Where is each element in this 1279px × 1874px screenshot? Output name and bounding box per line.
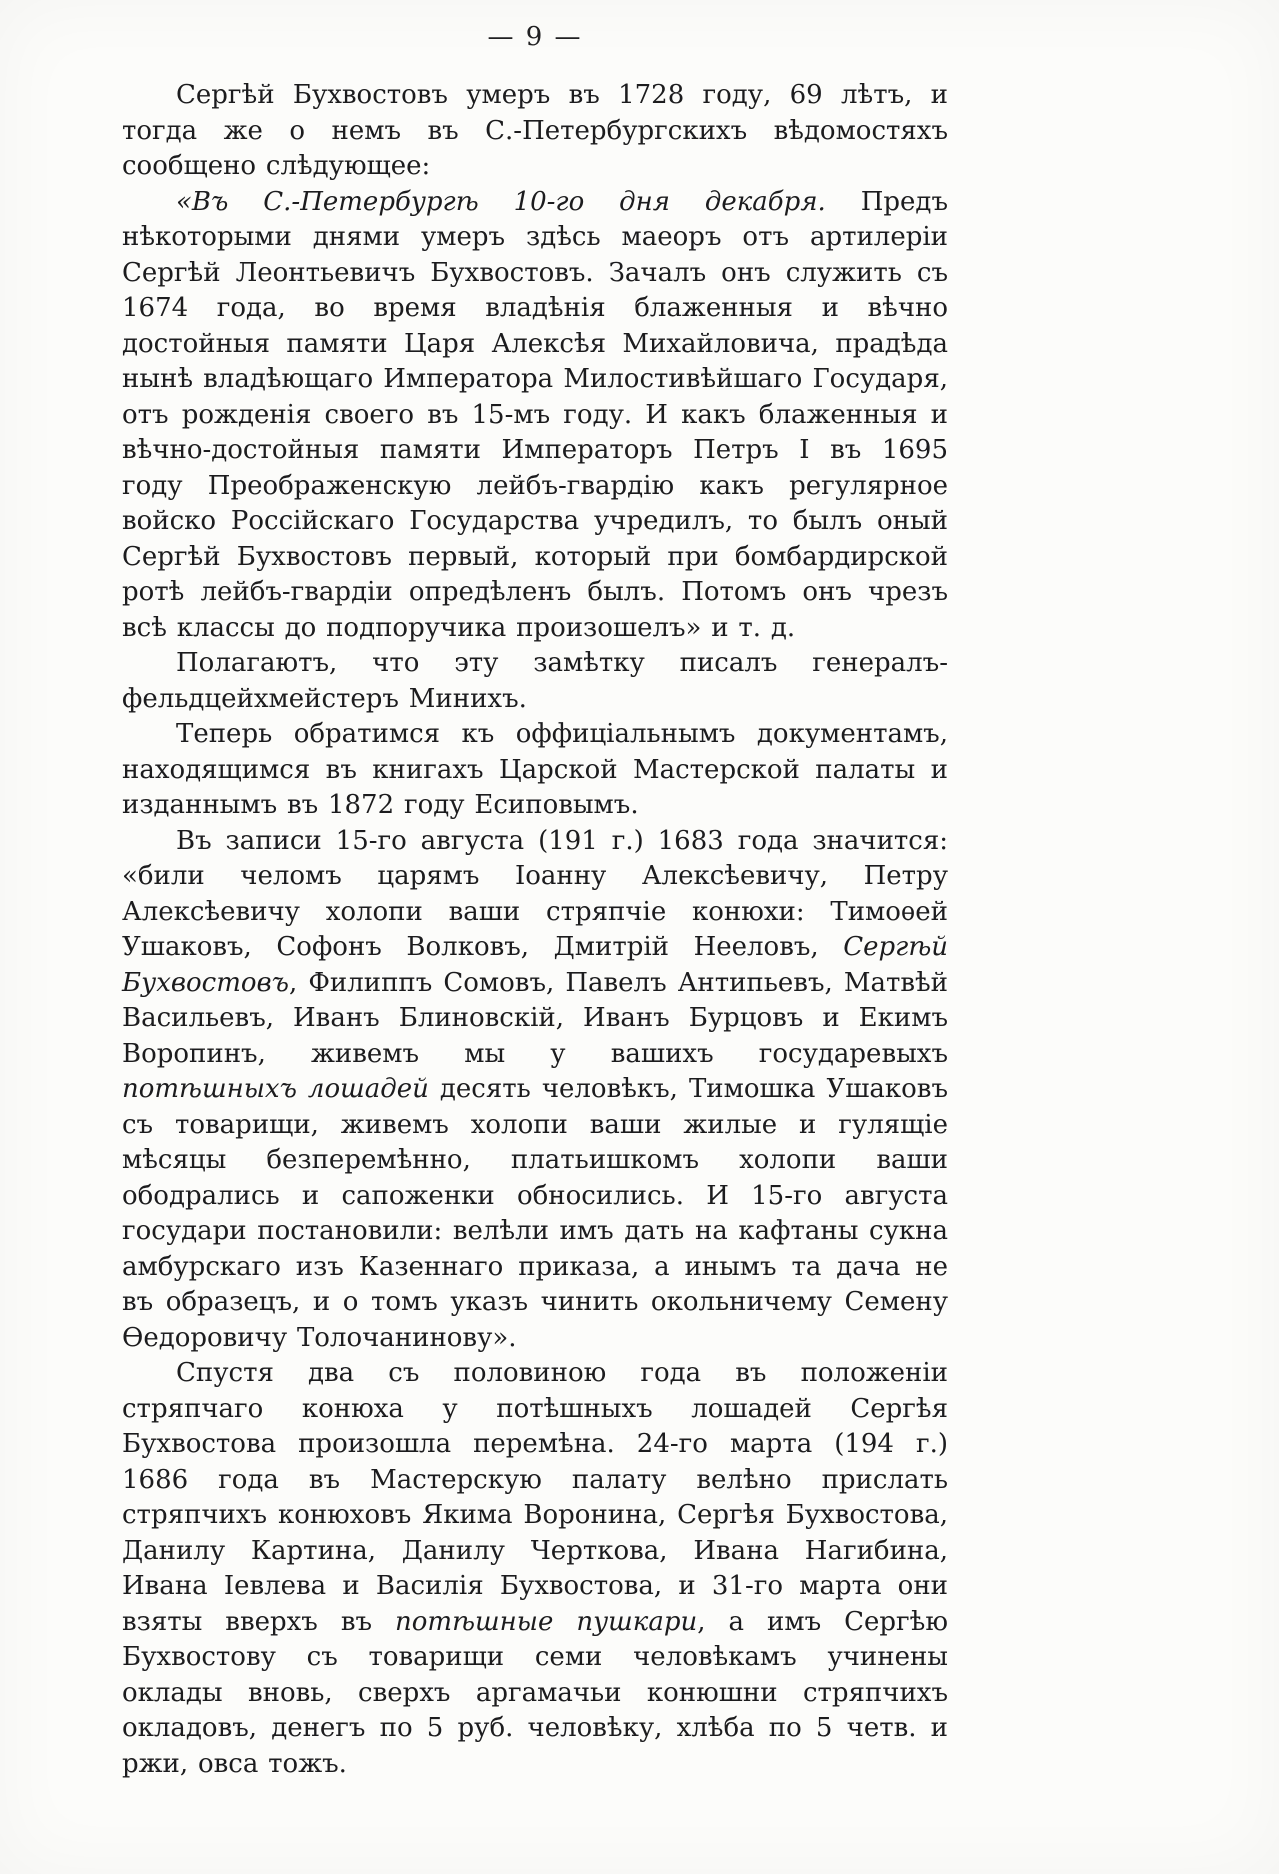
text-segment: , а имъ Сергѣю Бухвостову съ товарищи семи человѣкамъ учинены оклады вновь, сверхъ аргамачьи конюшни стряпчихъ окладовъ, денегъ по 5 руб. человѣку, хлѣба по 5 четв. и ржи, овса тожъ. [122,1606,948,1779]
paragraph [122,185,948,647]
paragraph [122,1356,948,1782]
text-segment: , Филиппъ Сомовъ, Павелъ Антипьевъ, Матвѣй Васильевъ, Иванъ Блиновскій, Иванъ Бурцовъ и Екимъ Воропинъ, живемъ мы у вашихъ государевыхъ [122,967,948,1069]
text-segment: Спустя два съ половиною года въ положеніи стряпчаго конюха у потѣшныхъ лошадей Сергѣя Бухвостова произошла перемѣна. 24-го марта (194 г.) 1686 года въ Мастерскую палату велѣно прислать стряпчихъ конюховъ Якима Воронина, Сергѣя Бухвостова, Данилу Картина, Данилу Черткова, Ивана Нагибина, Ивана Іевлева и Василія Бухвостова, и 31-го марта они взяты вверхъ въ [122,1358,948,1637]
text-segment: Теперь обратимся къ оффиціальнымъ документамъ, находящимся въ книгахъ Царской Мастерской палаты и изданнымъ въ 1872 году Есиповымъ. [122,719,948,820]
paragraph [122,78,948,185]
text-segment: десять человѣкъ, Тимошка Ушаковъ съ товарищи, живемъ холопи ваши жилые и гулящіе мѣсяцы безперемѣнно, платьишкомъ холопи ваши ободрались и сапоженки обносились. И 15-го августа государи постановили: велѣли имъ дать на кафтаны сукна амбурскаго изъ Казеннаго приказа, а инымъ та дача не въ образецъ, и о томъ указъ чинить окольничему Семену Ѳедоровичу Толочанинову». [122,1074,948,1353]
italic-text-segment: «Въ С.-Петербургѣ 10-го дня декабря. [176,186,826,217]
text-segment: Въ записи 15-го августа (191 г.) 1683 года значится: «били челомъ царямъ Іоанну Алексѣевичу, Петру Алексѣевичу холопи ваши стряпчіе конюхи: Тимоѳей Ушаковъ, Софонъ Волковъ, Дмитрій Нееловъ, [122,825,948,962]
page-text-block [122,78,948,1782]
text-segment: Сергѣй Бухвостовъ умеръ въ 1728 году, 69 лѣтъ, и тогда же о немъ въ С.-Петербургскихъ вѣдомостяхъ сообщено слѣдующее: [122,80,948,181]
text-segment: Предъ нѣкоторыми днями умеръ здѣсь маеоръ отъ артилеріи Сергѣй Леонтьевичъ Бухвостовъ. Зачалъ онъ служить съ 1674 года, во время владѣнія блаженныя и вѣчно достойныя памяти Царя Алексѣя Михайловича, прадѣда нынѣ владѣющаго Императора Милостивѣйшаго Государя, отъ рожденія своего въ 15-мъ году. И какъ блаженныя и вѣчно-достойныя памяти Императоръ Петръ I въ 1695 году Преображенскую лейбъ-гвардію какъ регулярное войско Россійскаго Государства учредилъ, то былъ оный Сергѣй Бухвостовъ первый, который при бомбардирской ротѣ лейбъ-гвардіи опредѣленъ былъ. Потомъ онъ чрезъ всѣ классы до подпоручика произошелъ» и т. д. [122,186,948,643]
italic-text-segment: потѣшныхъ лошадей [122,1074,429,1104]
italic-text-segment: потѣшные пушкари [395,1606,698,1637]
paragraph [122,646,948,717]
italic-text-segment: Сергѣй Бухвостовъ [122,932,948,998]
paragraph [122,824,948,1357]
text-segment: Полагаютъ, что эту замѣтку писалъ генералъ-фельдцейхмейстеръ Минихъ. [122,648,948,714]
paragraph [122,717,948,824]
page-number: — 9 — [487,22,583,52]
